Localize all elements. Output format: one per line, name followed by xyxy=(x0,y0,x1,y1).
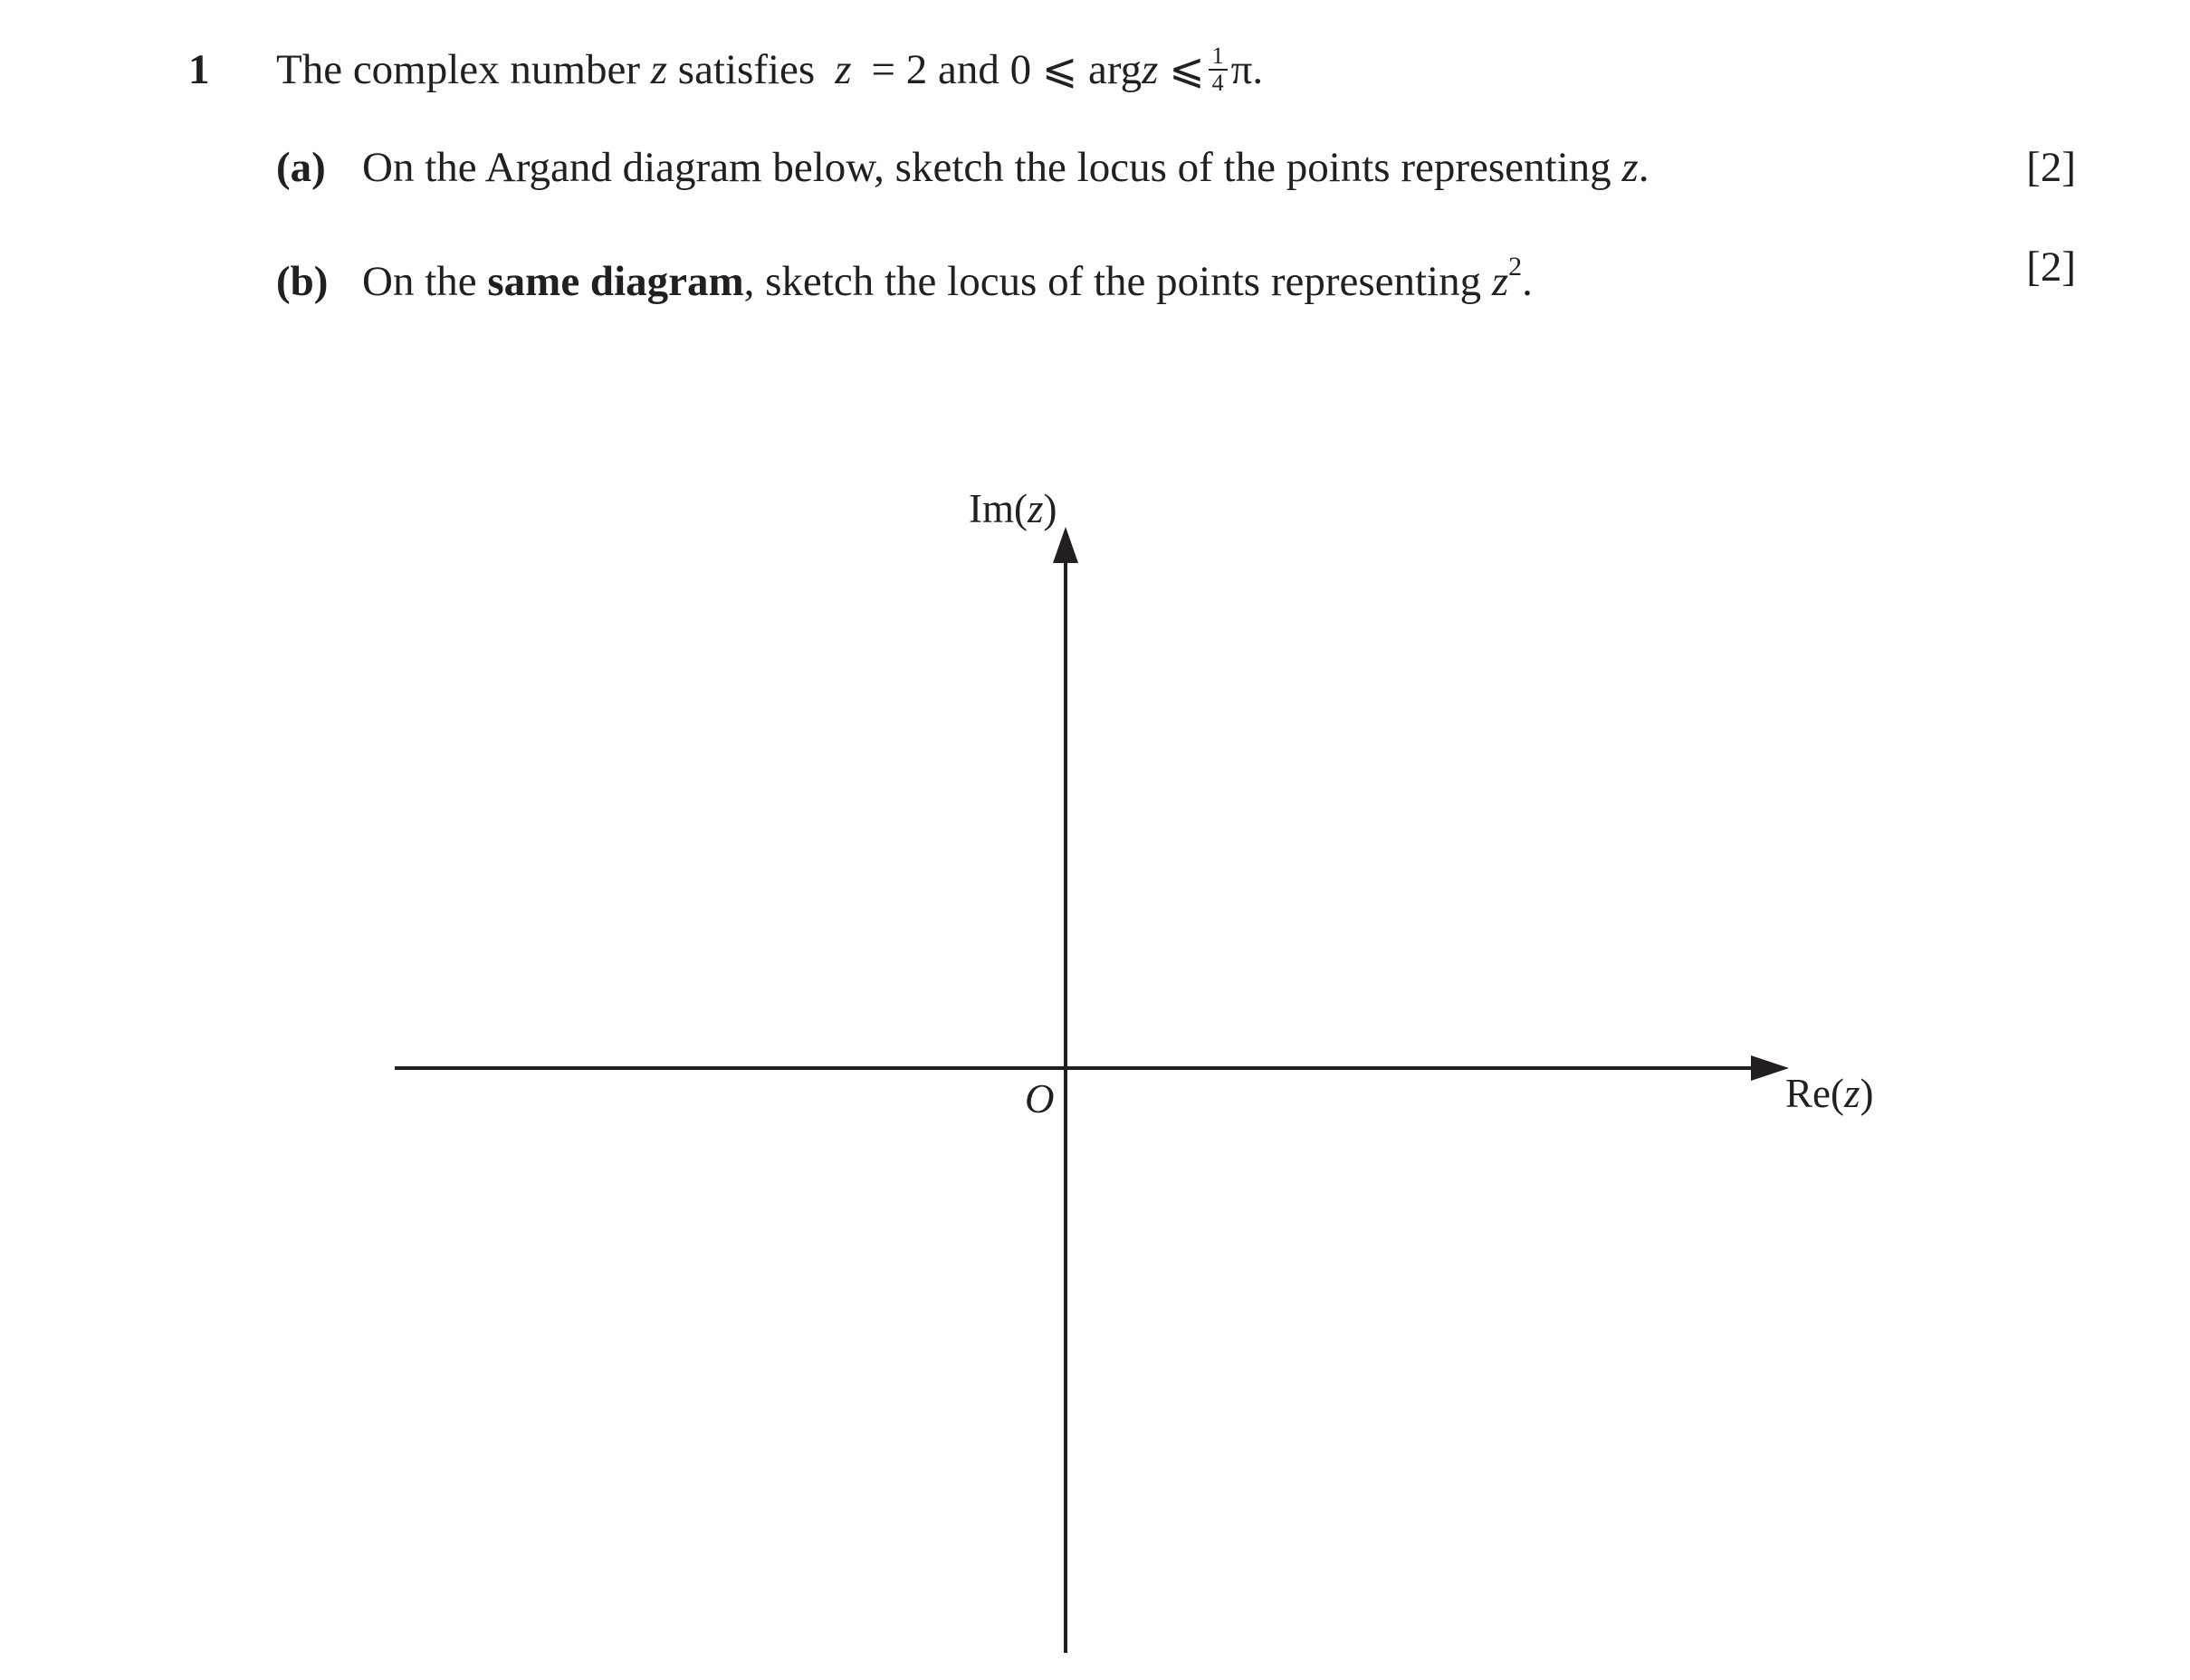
part-a-marks: [2] xyxy=(2026,144,2076,191)
part-a-end: . xyxy=(1638,144,1650,191)
question-number: 1 xyxy=(188,46,210,93)
stem-satisfies: satisfies xyxy=(677,46,816,93)
imaginary-axis-label: Im(z) xyxy=(969,486,1057,531)
part-b-end: . xyxy=(1522,258,1533,305)
stem-pi: π. xyxy=(1230,46,1264,93)
part-b-bold-text: same diagram xyxy=(487,258,744,305)
part-b-var: z xyxy=(1491,258,1509,305)
part-b-text-before: On the xyxy=(362,258,477,305)
part-b-label: (b) xyxy=(276,258,329,305)
part-b-marks: [2] xyxy=(2026,243,2076,291)
imaginary-axis-arrowhead xyxy=(1053,527,1078,563)
origin-label: O xyxy=(1025,1076,1055,1122)
part-b-power: 2 xyxy=(1508,252,1523,282)
real-axis-arrowhead xyxy=(1751,1055,1789,1081)
stem-intro: The complex number xyxy=(276,46,640,93)
part-b-text-after: , sketch the locus of the points representing xyxy=(743,258,1482,305)
fraction-numerator: 1 xyxy=(1209,43,1228,71)
real-axis-label: Re(z) xyxy=(1785,1071,1874,1116)
stem-var: z xyxy=(650,46,668,93)
stem-le: ⩽ xyxy=(1169,46,1205,93)
part-a-text: On the Argand diagram below, sketch the locus of the points representing xyxy=(362,144,1611,191)
fraction-denominator: 4 xyxy=(1211,70,1224,97)
part-a-label: (a) xyxy=(276,144,326,191)
part-a-var: z xyxy=(1621,144,1639,191)
stem-mod-var: z xyxy=(835,46,852,93)
stem-eq: = 2 and 0 ⩽ arg xyxy=(871,46,1143,93)
stem-arg-var: z xyxy=(1142,46,1159,93)
